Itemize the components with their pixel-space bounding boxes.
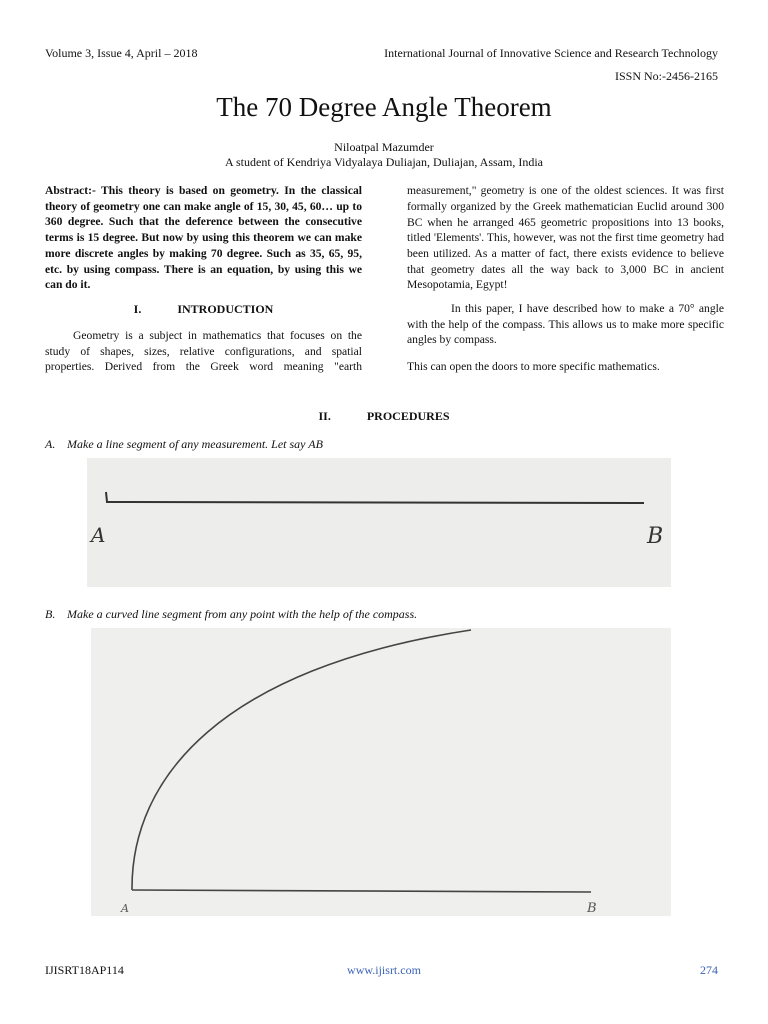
footer-paper-id: IJISRT18AP114 (45, 963, 124, 977)
intro-paragraph-2-text: In this paper, I have described how to make a 70° angle with the help of the compass. This allows us to make more specific angles by compass. (407, 302, 724, 347)
author-name: Niloatpal Mazumder (334, 140, 434, 154)
intro-text: is a subject in mathematics that focuses on the study of shapes, sizes, relative configurations, and spatial properties. Derived from the Greek word meaning "earth (45, 329, 362, 374)
page-number: 274 (700, 963, 718, 977)
step-text: Make a line segment of any measurement. Let say AB (67, 437, 323, 451)
line-segment-drawing (87, 458, 671, 587)
geometry-link[interactable]: Geometry (73, 329, 120, 342)
point-a-label: A (121, 902, 129, 915)
section-number: II. (318, 409, 331, 423)
intro-paragraph-2 (407, 301, 724, 348)
figure-curved-segment (91, 628, 671, 916)
figure-line-segment-ab (87, 458, 671, 587)
step-a (45, 437, 323, 452)
step-label: B. (45, 607, 56, 621)
step-label: A. (45, 437, 56, 451)
point-b-label: B (647, 524, 664, 549)
step-text: Make a curved line segment from any point with the help of the compass. (67, 607, 418, 621)
journal-name: International Journal of Innovative Science and Research Technology (384, 46, 718, 60)
paper-title: The 70 Degree Angle Theorem (216, 92, 552, 122)
intro-paragraph-left (45, 328, 362, 375)
point-b-label: B (587, 901, 597, 916)
issn: ISSN No:-2456-2165 (614, 69, 718, 83)
section-introduction-heading (45, 302, 362, 317)
intro-text-cont: measurement," geometry is one of the oldest sciences. It was first formally organized by the Greek mathematician Euclid around 300 BC when he arranged 465 geometric propositions into 13 books, titled 'Elements'. This, however, was not the first time geometry had been utilized. As a matter of fact, there exists evidence to believe that geometry dates all the way back to 3,000 BC in ancient Mesopotamia, Egypt! (407, 184, 724, 292)
section-title: INTRODUCTION (177, 302, 274, 316)
footer-website-link[interactable]: www.ijisrt.com (347, 963, 421, 977)
section-procedures-heading (0, 409, 768, 424)
author-affiliation: A student of Kendriya Vidyalaya Duliajan, Duliajan, Assam, India (225, 155, 543, 169)
abstract: Abstract:- This theory is based on geometry. In the classical theory of geometry one can make angle of 15, 30, 45, 60… up to 360 degree. Such that the deference between the consecutive terms is 15 degree. But now by using this theorem we can make more discrete angles by making 70 degree. Such as 35, 65, 95, etc. by using compass. There is an equation, by using this we can do it. (45, 184, 362, 292)
intro-paragraph-3: This can open the doors to more specific mathematics. (407, 360, 660, 373)
section-number: I. (133, 302, 142, 316)
intro-paragraph-right (407, 183, 724, 293)
section-title: PROCEDURES (366, 409, 450, 423)
step-b (45, 607, 417, 622)
point-a-label: A (91, 523, 106, 547)
volume-issue: Volume 3, Issue 4, April – 2018 (45, 46, 198, 60)
arc-drawing (91, 628, 671, 916)
